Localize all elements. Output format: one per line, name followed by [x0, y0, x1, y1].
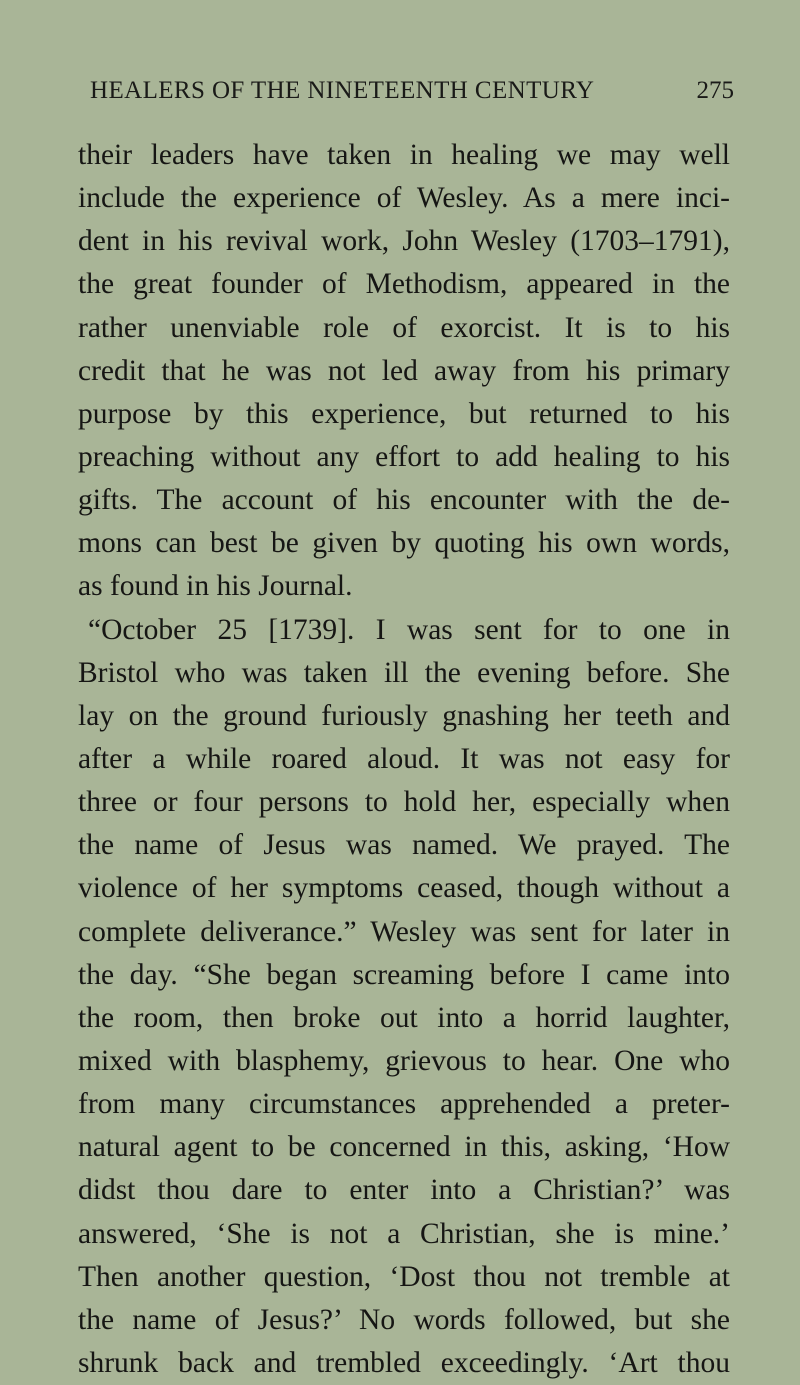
text-line: from many circumstances apprehended a preter-: [78, 1088, 730, 1121]
text-line: Bristol who was taken ill the evening before. She: [78, 656, 730, 689]
text-line: preaching without any effort to add healing to his: [78, 440, 730, 473]
text-line: their leaders have taken in healing we may well: [78, 139, 730, 171]
text-line: the day. “She began screaming before I came into: [78, 958, 730, 991]
text-line: the great founder of Methodism, appeared in the: [78, 268, 730, 301]
text-line: “October 25 [1739]. I was sent for to one in: [88, 613, 730, 646]
body-text: [78, 134, 730, 1385]
text-line: answered, ‘She is not a Christian, she is mine.’: [78, 1217, 730, 1250]
running-head-title: HEALERS OF THE NINETEENTH CENTURY: [90, 77, 595, 104]
text-line: complete deliverance.” Wesley was sent for later in: [78, 915, 730, 948]
text-line: credit that he was not led away from his primary: [78, 354, 730, 387]
text-line: as found in his Journal.: [78, 570, 353, 603]
text-line: the room, then broke out into a horrid laughter,: [78, 1001, 730, 1034]
text-line: after a while roared aloud. It was not easy for: [78, 742, 730, 775]
text-line: three or four persons to hold her, especially when: [78, 786, 730, 819]
text-line: rather unenviable role of exorcist. It is to his: [78, 311, 730, 344]
text-line: the name of Jesus was named. We prayed. The: [78, 829, 730, 862]
text-line: didst thou dare to enter into a Christian?’ was: [78, 1174, 730, 1207]
text-line: shrunk back and trembled exceedingly. ‘Art thou: [78, 1346, 730, 1379]
text-line: the name of Jesus?’ No words followed, but she: [78, 1303, 730, 1336]
text-line: purpose by this experience, but returned to his: [78, 397, 730, 430]
text-line: include the experience of Wesley. As a mere inci-: [78, 182, 730, 215]
text-line: violence of her symptoms ceased, though without a: [78, 872, 730, 905]
text-line: dent in his revival work, John Wesley (1703–1791),: [78, 225, 730, 258]
running-head: [78, 72, 734, 112]
page-number: 275: [696, 77, 734, 104]
text-line: mixed with blasphemy, grievous to hear. One who: [78, 1044, 730, 1077]
text-line: Then another question, ‘Dost thou not tremble at: [78, 1260, 730, 1293]
text-line: gifts. The account of his encounter with the de-: [78, 484, 730, 517]
text-line: lay on the ground furiously gnashing her teeth and: [78, 699, 730, 732]
text-line: mons can best be given by quoting his own words,: [78, 527, 730, 560]
text-line: natural agent to be concerned in this, asking, ‘How: [78, 1131, 730, 1164]
